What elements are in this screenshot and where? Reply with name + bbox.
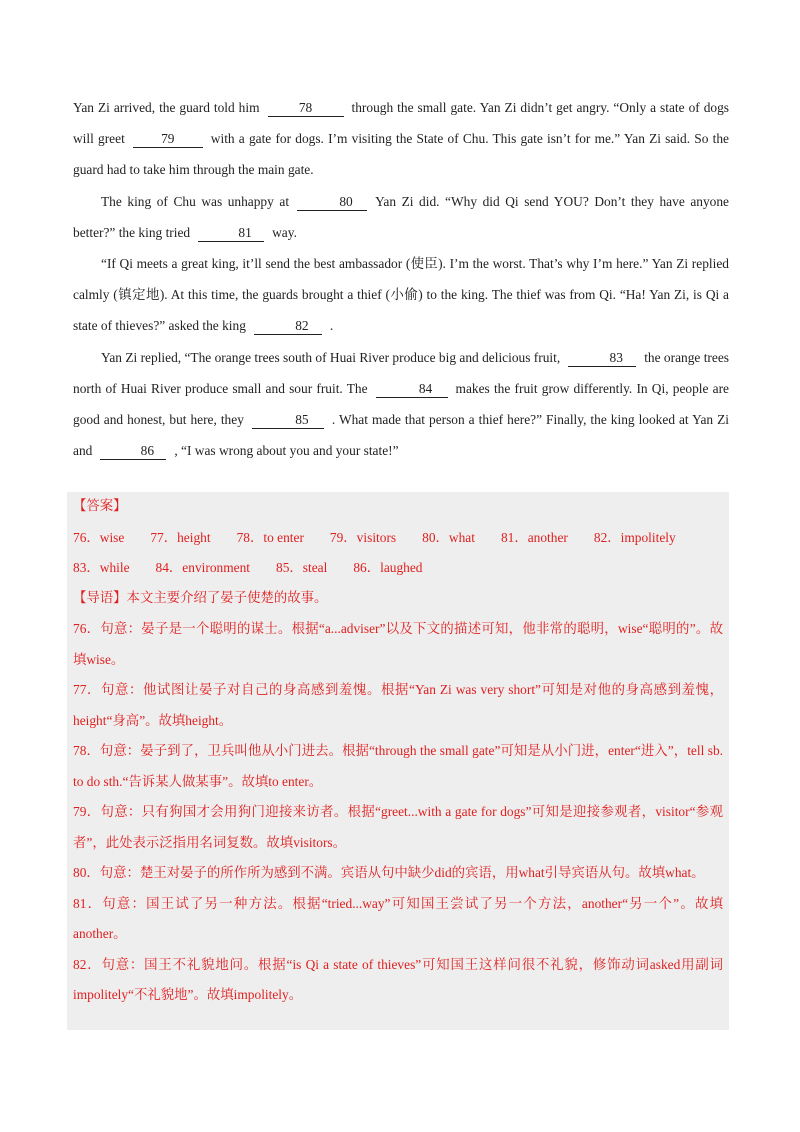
cloze-passage xyxy=(73,92,729,466)
answer-item: 79．visitors xyxy=(329,529,397,545)
answer-item: 85．steal xyxy=(276,560,328,575)
answer-section xyxy=(67,492,729,1030)
answer-item: 81．another xyxy=(500,529,568,545)
explanation-78: 78．句意：晏子到了，卫兵叫他从小门进去。根据“through the small gate”可知是从小门进，enter“进入”，tell sb. to do sth.“告诉某人做某事”。故填to enter。 xyxy=(73,743,723,789)
explanation-81: 81．句意：国王试了另一种方法。根据“tried...way”可知国王尝试了另一个方法，another“另一个”。故填another。 xyxy=(73,895,723,941)
answer-item: 76．wise xyxy=(73,529,125,545)
answer-item: 80．what xyxy=(422,529,475,545)
blank-80: 80 xyxy=(297,194,367,211)
explanation-77: 77．句意：他试图让晏子对自己的身高感到羞愧。根据“Yan Zi was very short”可知是对他的身高感到羞愧，height“身高”。故填height。 xyxy=(73,682,723,728)
explanation-79: 79．句意：只有狗国才会用狗门迎接来访者。根据“greet...with a gate for dogs”可知是迎接参观者，visitor“参观者”，此处表示泛指用名词复数。故填visitors。 xyxy=(73,804,723,850)
paragraph-3: “If Qi meets a great king, it’ll send the best ambassador (使臣). I’m the worst. That’s why I’m here.” Yan Zi replied calmly (镇定地). At this time, the guards brought a thief (小偷) to the king. The thief was from Qi. “Ha! Yan Zi, is Qi a state of thieves?” asked the king 82 . xyxy=(73,256,729,334)
paragraph-4: Yan Zi replied, “The orange trees south of Huai River produce big and delicious fruit, 83 the orange trees north of Huai River produce small and sour fruit. The 84 makes the fruit grow differently. In Qi, people are good and honest, but here, they 85 . What made that person a thief here?” Finally, the king looked at Yan Zi and 86 , “I was wrong about you and your state!” xyxy=(73,349,729,459)
answer-item: 83．while xyxy=(73,560,130,575)
answer-header: 【答案】 xyxy=(73,499,127,514)
paragraph-2: The king of Chu was unhappy at 80 Yan Zi did. “Why did Qi send YOU? Don’t they have anyone better?” the king tried 81 way. xyxy=(73,193,729,240)
answer-row-2 xyxy=(73,553,723,584)
blank-85: 85 xyxy=(252,412,324,429)
answer-item: 84．environment xyxy=(155,560,250,575)
answer-row-1 xyxy=(73,523,723,554)
answer-item: 82．impolitely xyxy=(593,529,676,545)
blank-79: 79 xyxy=(133,131,203,148)
explanation-76: 76．句意：晏子是一个聪明的谋士。根据“a...adviser”以及下文的描述可知，他非常的聪明，wise“聪明的”。故填wise。 xyxy=(73,621,723,667)
blank-82: 82 xyxy=(254,318,322,335)
explanation-80: 80．句意：楚王对晏子的所作所为感到不满。宾语从句中缺少did的宾语，用what引导宾语从句。故填what。 xyxy=(73,865,705,880)
paragraph-1: Yan Zi arrived, the guard told him 78 through the small gate. Yan Zi didn’t get angry. “Only a state of dogs will greet 79 with a gate for dogs. I’m visiting the State of Chu. This gate isn’t for me.” Yan Zi said. So the guard had to take him through the main gate. xyxy=(73,100,729,178)
blank-86: 86 xyxy=(100,443,166,460)
blank-84: 84 xyxy=(376,381,448,398)
blank-81: 81 xyxy=(198,225,264,242)
answer-item: 86．laughed xyxy=(353,560,423,575)
answer-item: 77．height xyxy=(150,529,211,545)
explanation-82: 82．句意：国王不礼貌地问。根据“is Qi a state of thieves”可知国王这样问很不礼貌，修饰动词asked用副词impolitely“不礼貌地”。故填impolitely。 xyxy=(73,956,723,1002)
blank-83: 83 xyxy=(568,350,636,367)
guide-text: 【导语】本文主要介绍了晏子使楚的故事。 xyxy=(73,590,328,606)
answer-item: 78．to enter xyxy=(236,529,304,545)
blank-78: 78 xyxy=(268,100,344,117)
